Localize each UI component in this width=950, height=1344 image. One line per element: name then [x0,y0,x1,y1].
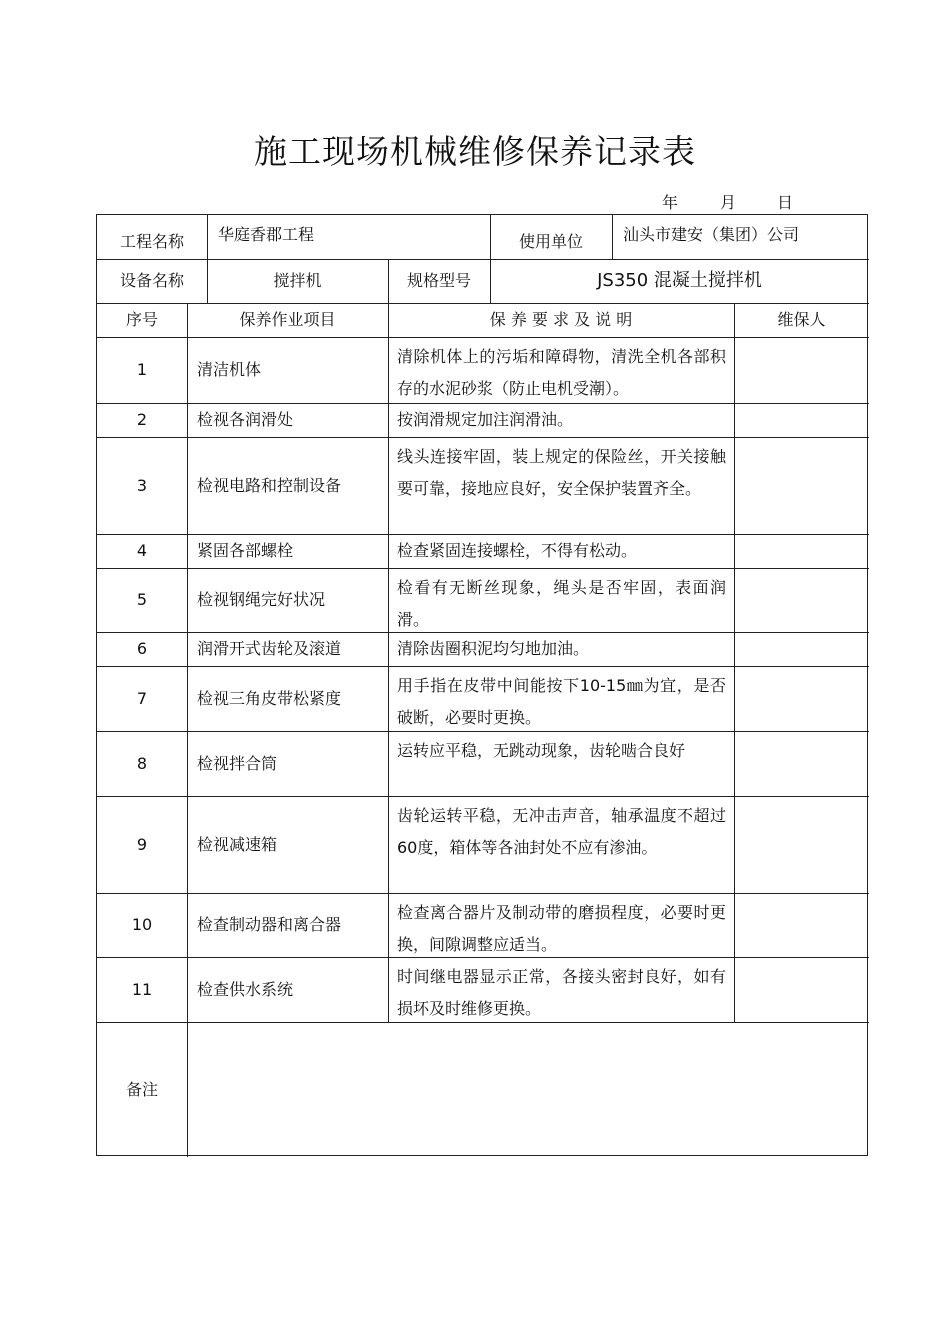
date-month-label: 月 [720,193,737,212]
row-9-desc: 齿轮运转平稳，无冲击声音，轴承温度不超过60度，箱体等各油封处不应有渗油。 [397,806,726,857]
column-header-seq: 序号 [125,310,158,329]
project-name-value: 华庭香郡工程 [218,225,315,244]
page-title: 施工现场机械维修保养记录表 [254,132,696,171]
remarks-value[interactable] [187,1022,869,1157]
row-7-number: 7 [136,688,148,708]
model-spec-label: 规格型号 [406,271,471,290]
row-3-number: 3 [136,475,148,495]
row-11-item: 检查供水系统 [197,979,294,999]
date-day-label: 日 [777,193,794,212]
date-year-label: 年 [662,193,679,212]
row-11-number: 11 [131,979,153,999]
row-10-number: 10 [131,915,153,934]
row-5-number: 5 [136,590,148,609]
row-6-item: 润滑开式齿轮及滚道 [197,639,342,658]
model-spec-value: JS350 混凝土搅拌机 [597,270,762,291]
equipment-name-value: 搅拌机 [273,271,322,290]
row-10-item: 检查制动器和离合器 [197,915,342,934]
row-1-number: 1 [136,360,148,379]
equipment-name-label: 设备名称 [119,271,184,290]
using-unit-value: 汕头市建安（集团）公司 [623,225,800,244]
row-8-number: 8 [136,753,148,773]
remarks-label: 备注 [125,1079,158,1099]
row-7-item: 检视三角皮带松紧度 [197,688,342,708]
row-5-desc: 检看有无断丝现象，绳头是否牢固，表面润滑。 [397,578,726,629]
row-4-item: 紧固各部螺栓 [197,541,294,560]
row-9-item: 检视减速箱 [197,834,278,854]
row-2-number: 2 [136,410,148,429]
row-2-item: 检视各润滑处 [197,410,294,429]
row-6-desc: 清除齿圈积泥均匀地加油。 [397,639,590,658]
column-header-item: 保养作业项目 [239,310,336,329]
row-4-number: 4 [136,541,148,560]
row-1-item: 清洁机体 [197,360,262,379]
row-9-number: 9 [136,834,148,854]
row-2-desc: 按润滑规定加注润滑油。 [397,410,574,429]
row-7-desc: 用手指在皮带中间能按下10-15㎜为宜，是否破断，必要时更换。 [397,676,726,727]
using-unit-label: 使用单位 [518,232,583,251]
row-10-desc: 检查离合器片及制动带的磨损程度，必要时更换，间隙调整应适当。 [397,903,726,954]
row-8-item: 检视拌合筒 [197,753,278,773]
row-4-desc: 检查紧固连接螺栓，不得有松动。 [397,541,638,560]
row-5-item: 检视钢绳完好状况 [197,590,326,609]
column-header-desc: 保 养 要 求 及 说 明 [489,310,633,329]
row-3-desc: 线头连接牢固，装上规定的保险丝，开关接触要可靠，接地应良好，安全保护装置齐全。 [397,447,726,498]
row-6-number: 6 [136,639,148,658]
row-8-desc: 运转应平稳，无跳动现象，齿轮啮合良好 [397,741,686,760]
row-3-item: 检视电路和控制设备 [197,475,342,495]
row-11-desc: 时间继电器显示正常，各接头密封良好，如有损坏及时维修更换。 [397,967,726,1018]
project-name-label: 工程名称 [119,232,184,251]
column-header-person: 维保人 [777,310,826,329]
row-1-desc: 清除机体上的污垢和障碍物，清洗全机各部积存的水泥砂浆（防止电机受潮）。 [397,347,726,398]
maintenance-record-table [96,214,868,1156]
